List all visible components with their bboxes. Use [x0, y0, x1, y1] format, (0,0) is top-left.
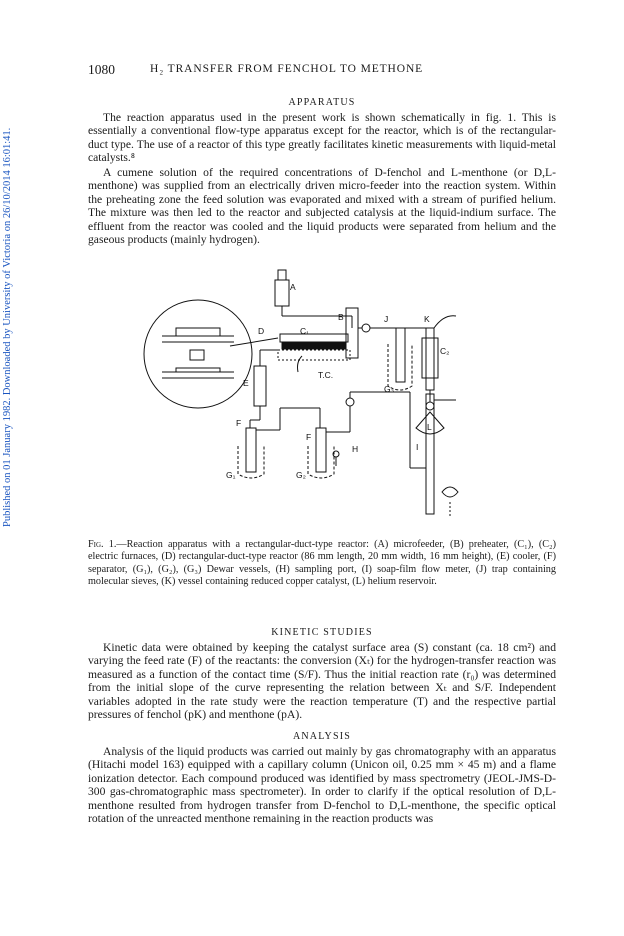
label-a: A: [290, 282, 296, 292]
section-title-apparatus: APPARATUS: [288, 97, 356, 108]
furnace-c2: [422, 338, 438, 378]
label-g1: G₁: [226, 470, 236, 480]
label-c2: C₂: [440, 346, 450, 356]
paragraph-apparatus-2: A cumene solution of the required concentrations of D-fenchol and L-menthone (or D,L-menthone) was supplied from an electrically driven micro-feeder into the reaction system. Within the preheating zone the feed solution was evaporated and mixed with a stream of purified helium. The mixture was then led to the reactor and subjected catalysis at the liquid-indium surface. The effluent from the reactor was cooled and the liquid products were separated from helium and the gaseous products (mainly hydrogen).: [88, 166, 556, 247]
separator-f1: [246, 428, 256, 472]
paragraph-analysis-1: Analysis of the liquid products was carried out mainly by gas chromatography with an apparatus (Hitachi model 163) equipped with a capillary column (Unicon oil, 0.25 mm × 45 m) and a flame ionization detector. Each compound produced was identified by mass spectrometry (JEOL-JMS-D-300 gas-chromatographic mass spectrometer). In order to clarify if the optical resolution of D,L-menthone resulted from hydrogen transfer from D-fenchol to D,L-menthone, the specific optical rotation of the unreacted menthone remaining in the reaction products was: [88, 745, 556, 826]
dewar-g2: [308, 446, 334, 478]
running-title: H₂ TRANSFER FROM FENCHOL TO METHONE: [150, 63, 424, 75]
microfeeder-plunger: [278, 270, 286, 280]
label-tc: T.C.: [318, 370, 334, 380]
copper-catalyst-vessel: [426, 328, 434, 390]
soap-reservoir: [442, 487, 458, 497]
figure-caption-text: —Reaction apparatus with a rectangular-duct-type reactor: (A) microfeeder, (B) preheater, (C₁), (C₂) electric furnaces, (D) rectangular-duct-type reactor (86 mm length, 20 mm width, 16 mm height), (E) cooler, (F) separator, (G₁), (G₂), (G₃) Dewar vessels, (H) sampling port, (I) soap-film flow meter, (J) trap containing molecular sieves, (K) vessel containing reduced copper catalyst, (L) helium reservoir.: [88, 539, 556, 588]
reactor-cross-section: [190, 350, 204, 360]
figure-reaction-apparatus: [140, 268, 480, 530]
label-j: J: [384, 314, 389, 324]
reactor-side-view: [162, 368, 234, 378]
section-title-analysis: ANALYSIS: [292, 731, 352, 742]
label-f2: F: [306, 432, 312, 442]
figure-caption: [88, 539, 556, 589]
furnace-c1: [278, 350, 350, 360]
page-number: 1080: [88, 62, 115, 77]
section-title-kinetic: KINETIC STUDIES: [271, 627, 373, 638]
paragraph-kinetic-1: Kinetic data were obtained by keeping the catalyst surface area (S) constant (ca. 18 cm²) and varying the feed rate (F) of the reactants: the conversion (Xₜ) for the hydrogen-transfer reaction was measured as a function of the contact time (S/F). Thus the initial reaction rate (r₀) was determined from the initial slope of the curve representing the relation between Xₜ and S/F. Independent variables adopted in the rate study were the reaction temperature (T) and the respective partial pressures of fenchol (pK) and menthone (pA).: [88, 641, 556, 722]
figure-caption-label: Fig. 1.: [88, 539, 117, 550]
label-b: B: [338, 312, 344, 322]
trap-j: [396, 328, 405, 382]
label-g3: G₃: [384, 384, 395, 394]
dewar-g1: [238, 446, 264, 478]
reactor-housing: [280, 334, 348, 342]
apparatus-diagram: [140, 268, 480, 530]
label-h: H: [352, 444, 359, 454]
label-e: E: [243, 378, 249, 388]
reactor-detail-circle: [144, 300, 252, 408]
valve: [362, 324, 370, 332]
download-notice: Published on 01 January 1982. Downloaded by University of Victoria on 26/10/2014 16:01:41.: [2, 127, 13, 527]
label-i: I: [416, 442, 419, 452]
reactor-top-view: [162, 328, 234, 342]
label-c1: C₁: [300, 326, 310, 336]
microfeeder-body: [275, 280, 289, 306]
label-d: D: [258, 326, 265, 336]
valve-h: [346, 398, 354, 406]
label-l: L: [427, 422, 432, 432]
separator-f2: [316, 428, 326, 472]
label-k: K: [424, 314, 430, 324]
label-g2: G₂: [296, 470, 306, 480]
paragraph-apparatus-1: The reaction apparatus used in the present work is shown schematically in fig. 1. This is essentially a conventional flow-type apparatus except for the reactor, which is of the rectangular-duct type. The use of a reactor of this type greatly facilitates kinetic measurements with liquid-metal catalysts.⁸: [88, 111, 556, 165]
reactor-d: [282, 343, 346, 349]
label-f1: F: [236, 418, 242, 428]
page-header: [88, 62, 556, 80]
cooler-e: [254, 366, 266, 406]
